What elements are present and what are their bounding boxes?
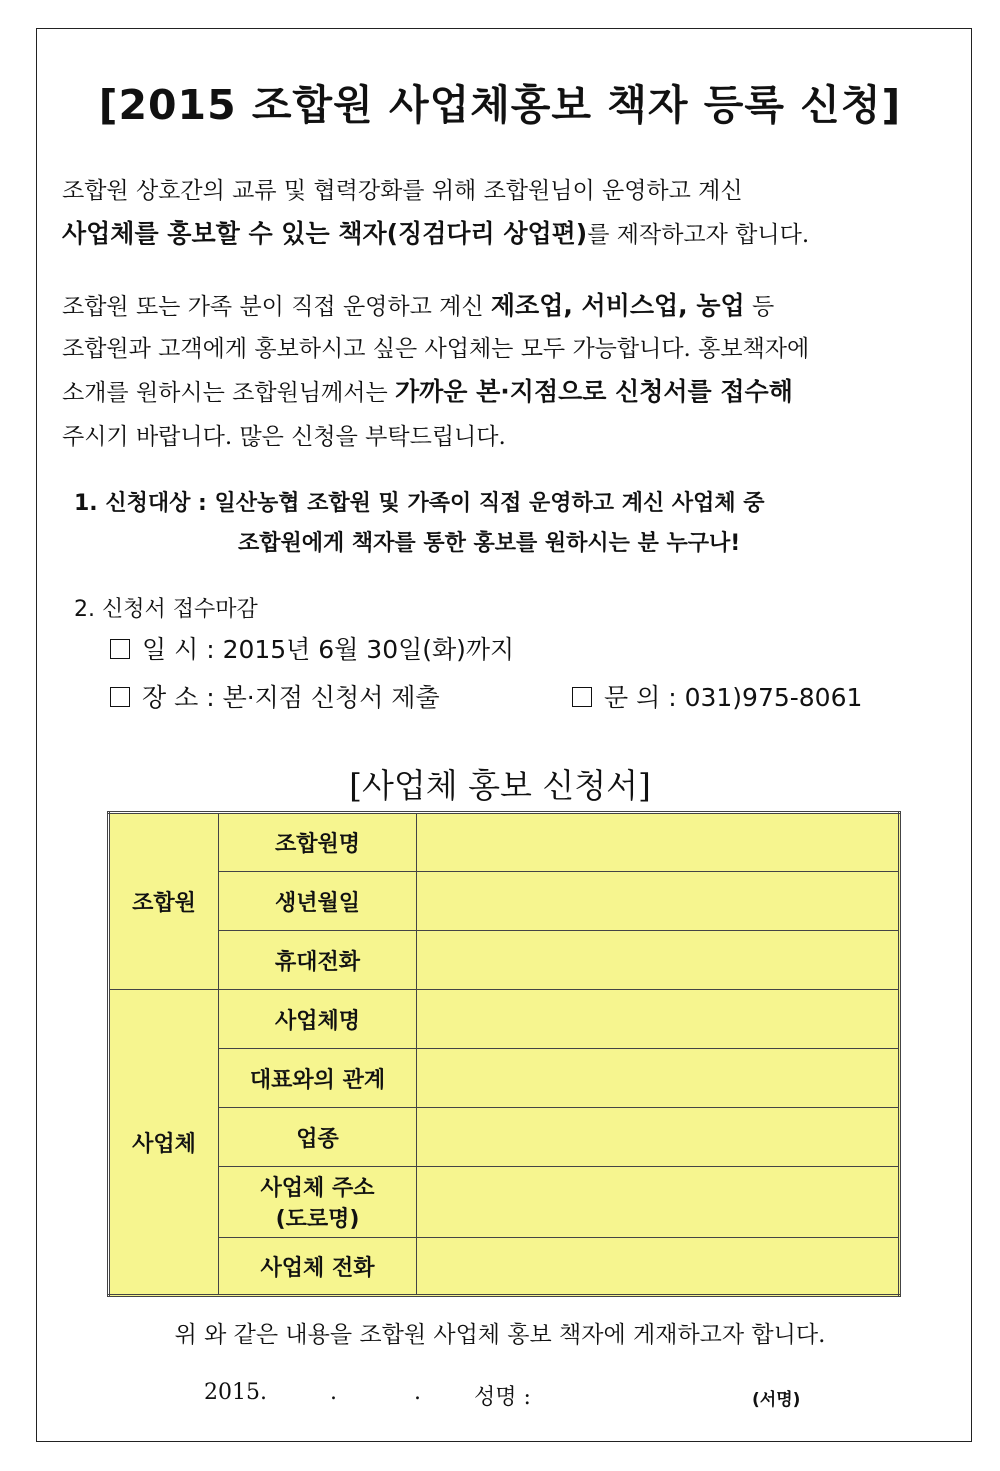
input-relation[interactable] bbox=[417, 1049, 900, 1108]
group-label-business: 사업체 bbox=[109, 990, 219, 1296]
group-label-member: 조합원 bbox=[109, 813, 219, 990]
input-mobile[interactable] bbox=[417, 931, 900, 990]
deadline-date-text: 일 시 : 2015년 6월 30일(화)까지 bbox=[142, 635, 515, 664]
intro-line-3-bold: 제조업, 서비스업, 농업 bbox=[490, 291, 745, 320]
intro-line-5 bbox=[62, 372, 793, 408]
label-birthdate: 생년월일 bbox=[219, 872, 417, 931]
date-dot-month: . bbox=[330, 1380, 337, 1405]
application-form-table bbox=[107, 811, 901, 1297]
intro-line-6: 주시기 바랍니다. 많은 신청을 부탁드립니다. bbox=[62, 424, 506, 450]
input-industry[interactable] bbox=[417, 1108, 900, 1167]
form-row-address bbox=[109, 1167, 900, 1238]
inquiry-phone bbox=[572, 678, 862, 714]
intro-line-4: 조합원과 고객에게 홍보하시고 싶은 사업체는 모두 가능합니다. 홍보책자에 bbox=[62, 336, 810, 362]
form-row-industry bbox=[109, 1108, 900, 1167]
form-row-business-name bbox=[109, 990, 900, 1049]
label-address bbox=[219, 1167, 417, 1238]
label-member-name: 조합원명 bbox=[219, 813, 417, 872]
form-row-relation bbox=[109, 1049, 900, 1108]
input-birthdate[interactable] bbox=[417, 872, 900, 931]
label-business-name: 사업체명 bbox=[219, 990, 417, 1049]
label-address-line1: 사업체 주소 bbox=[260, 1176, 375, 1201]
input-business-phone[interactable] bbox=[417, 1238, 900, 1296]
input-address[interactable] bbox=[417, 1167, 900, 1238]
name-label: 성명 : bbox=[474, 1385, 531, 1410]
input-member-name[interactable] bbox=[417, 813, 900, 872]
signature-label: (서명) bbox=[752, 1390, 801, 1410]
checkbox-icon bbox=[110, 687, 130, 707]
intro-line-1: 조합원 상호간의 교류 및 협력강화를 위해 조합원님이 운영하고 계신 bbox=[62, 178, 743, 204]
form-row-mobile bbox=[109, 931, 900, 990]
checkbox-icon bbox=[110, 639, 130, 659]
input-business-name[interactable] bbox=[417, 990, 900, 1049]
target-line-1: 1. 신청대상 : 일산농협 조합원 및 가족이 직접 운영하고 계신 사업체 중 bbox=[74, 491, 765, 516]
intro-line-3-end: 등 bbox=[744, 294, 775, 320]
deadline-heading: 2. 신청서 접수마감 bbox=[74, 597, 258, 622]
submission-place bbox=[110, 678, 440, 714]
checkbox-icon bbox=[572, 687, 592, 707]
intro-line-3 bbox=[62, 286, 774, 322]
intro-line-2 bbox=[62, 214, 809, 250]
intro-line-3-start: 조합원 또는 가족 분이 직접 운영하고 계신 bbox=[62, 294, 491, 320]
intro-line-5-bold: 가까운 본·지점으로 신청서를 접수해 bbox=[395, 377, 793, 406]
label-address-line2: (도로명) bbox=[275, 1207, 360, 1232]
intro-line-2-bold: 사업체를 홍보할 수 있는 책자(징검다리 상업편) bbox=[62, 219, 588, 248]
label-relation: 대표와의 관계 bbox=[219, 1049, 417, 1108]
inquiry-phone-text: 문 의 : 031)975-8061 bbox=[604, 683, 863, 712]
intro-line-2-rest: 를 제작하고자 합니다. bbox=[587, 222, 810, 248]
deadline-date bbox=[110, 630, 514, 666]
footer-statement: 위 와 같은 내용을 조합원 사업체 홍보 책자에 게재하고자 합니다. bbox=[174, 1322, 826, 1348]
form-row-birthdate bbox=[109, 872, 900, 931]
form-row-member-name bbox=[109, 813, 900, 872]
date-dot-day: . bbox=[414, 1380, 421, 1405]
submission-place-text: 장 소 : 본·지점 신청서 제출 bbox=[142, 683, 440, 712]
target-line-2: 조합원에게 책자를 통한 홍보를 원하시는 분 누구나! bbox=[238, 531, 741, 556]
intro-line-5-start: 소개를 원하시는 조합원님께서는 bbox=[62, 380, 395, 406]
date-year: 2015. bbox=[204, 1380, 267, 1405]
form-row-business-phone bbox=[109, 1238, 900, 1296]
form-title: [사업체 홍보 신청서] bbox=[349, 766, 651, 805]
label-mobile: 휴대전화 bbox=[219, 931, 417, 990]
label-business-phone: 사업체 전화 bbox=[219, 1238, 417, 1296]
label-industry: 업종 bbox=[219, 1108, 417, 1167]
page-title: [2015 조합원 사업체홍보 책자 등록 신청] bbox=[98, 81, 902, 129]
